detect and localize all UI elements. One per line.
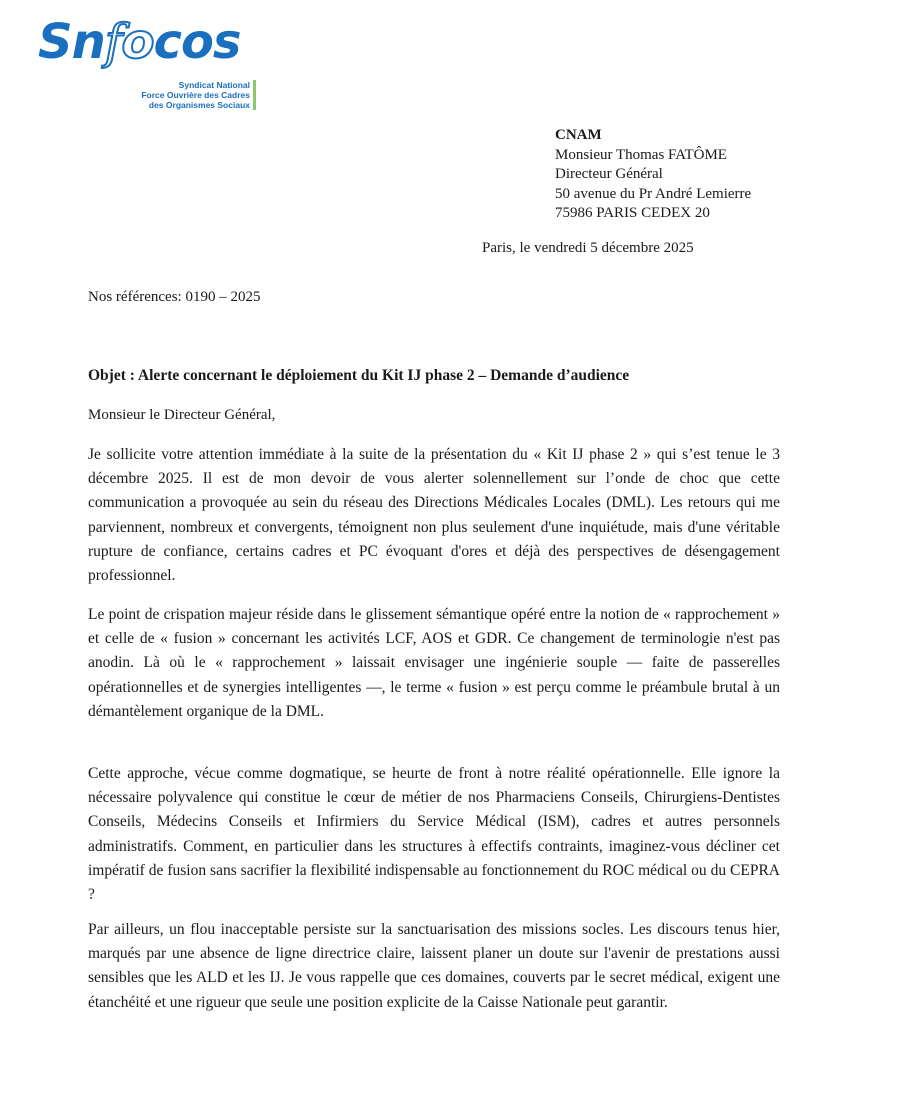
recipient-title: Directeur Général	[555, 166, 663, 182]
letter-date: Paris, le vendredi 5 décembre 2025	[482, 240, 694, 256]
letter-salutation: Monsieur le Directeur Général,	[88, 407, 276, 423]
logo-tagline-line: Force Ouvrière des Cadres	[141, 90, 250, 100]
logo-tagline-line: Syndicat National	[178, 80, 250, 90]
letter-references: Nos références: 0190 – 2025	[88, 289, 261, 305]
body-paragraph: Cette approche, vécue comme dogmatique, se heurte de front à notre réalité opérationnelle. Elle ignore la nécessaire polyvalence qui constitue le cœur de métier de nos Pharmaciens Conseils, Chirurgiens-Dentistes Conseils, Médecins Conseils et Infirmiers du Service Médical (ISM), cadres et autres personnels administratifs. Comment, en particulier dans les structures à effectifs contraints, imaginez-vous décliner cet impératif de fusion sans sacrifier la flexibilité indispensable au fonctionnement du ROC médical ou du CEPRA ?	[88, 765, 780, 904]
letter-subject: Objet : Alerte concernant le déploiement du Kit IJ phase 2 – Demande d’audience	[88, 367, 630, 384]
body-paragraph: Par ailleurs, un flou inacceptable persiste sur la sanctuarisation des missions socles. Les discours tenus hier, marqués par une absence de ligne directrice claire, laissent planer un doute sur l'avenir de prestations aussi sensibles que les ALD et les IJ. Je vous rappelle que ces domaines, couverts par le secret médical, exigent une étanchéité et une rigueur que seule une position explicite de la Caisse Nationale peut garantir.	[88, 921, 780, 1011]
logo-tagline-line: des Organismes Sociaux	[148, 100, 250, 110]
recipient-name: Monsieur Thomas FATÔME	[555, 146, 727, 163]
body-paragraph: Le point de crispation majeur réside dans le glissement sémantique opéré entre la notion de « rapprochement » et celle de « fusion » concernant les activités LCF, AOS et GDR. Ce changement de terminologie n'est pas anodin. Là où le « rapprochement » laissait envisager une ingénierie souple — faite de passerelles opérationnelles et de synergies intelligentes —, le terme « fusion » est perçu comme le préambule brutal à un démantèlement organique de la DML.	[88, 606, 780, 720]
recipient-address-block	[555, 126, 751, 224]
snfocos-logo	[38, 14, 268, 110]
recipient-address-line1: 50 avenue du Pr André Lemierre	[555, 185, 752, 202]
recipient-address-line2: 75986 PARIS CEDEX 20	[555, 205, 710, 221]
body-paragraph: Je sollicite votre attention immédiate à la suite de la présentation du « Kit IJ phase 2 » qui s’est tenue le 3 décembre 2025. Il est de mon devoir de vous alerter solennellement sur l’onde de choc que cette communication a provoquée au sein du réseau des Directions Médicales Locales (DML). Les retours qui me parviennent, nombreux et convergents, témoignent non plus seulement d'une inquiétude, mais d'une véritable rupture de confiance, certains cadres et PC évoquant d'ores et déjà des perspectives de désengagement professionnel.	[88, 446, 780, 585]
logo-tagline	[141, 80, 250, 110]
logo-accent-bar	[253, 80, 256, 110]
logo-wordmark: Snfocos	[38, 14, 241, 70]
recipient-org: CNAM	[555, 127, 602, 143]
